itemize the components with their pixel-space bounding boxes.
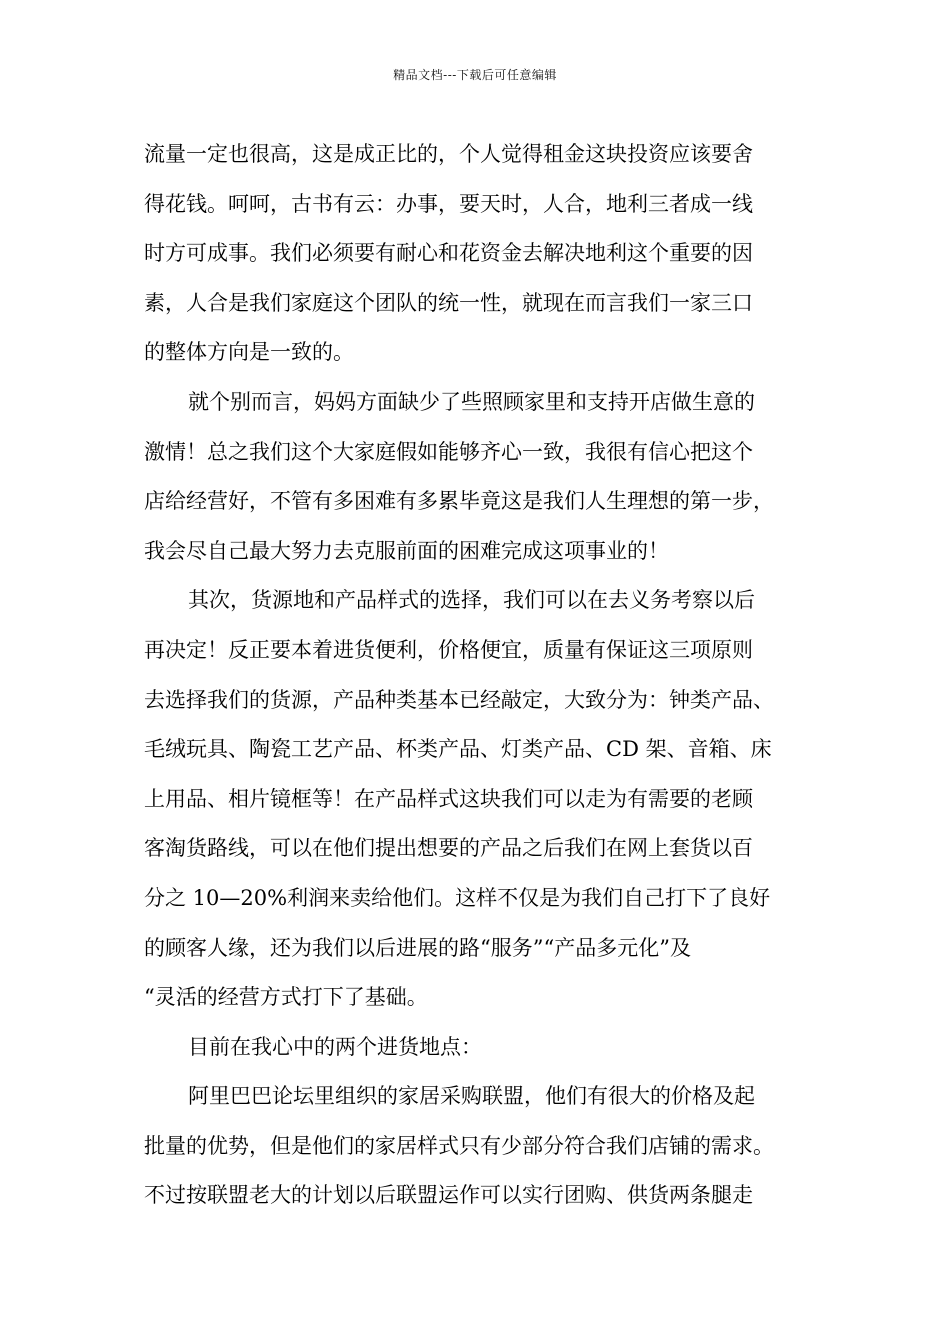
paragraph-first-line: 就个别而言，妈妈方面缺少了些照顾家里和支持开店做生意的 bbox=[188, 389, 755, 414]
body-line: 不过按联盟老大的计划以后联盟运作可以实行团购、供货两条腿走 bbox=[144, 1183, 753, 1208]
body-line: 店给经营好，不管有多困难有多累毕竟这是我们人生理想的第一步， bbox=[144, 489, 774, 514]
paragraph-first-line: 目前在我心中的两个进货地点： bbox=[188, 1034, 482, 1059]
body-line: 客淘货路线，可以在他们提出想要的产品之后我们在网上套货以百 bbox=[144, 836, 753, 861]
paragraph-first-line: 阿里巴巴论坛里组织的家居采购联盟，他们有很大的价格及起 bbox=[188, 1084, 755, 1109]
body-line: 激情！总之我们这个大家庭假如能够齐心一致，我很有信心把这个 bbox=[144, 439, 753, 464]
body-line: “灵活的经营方式打下了基础。 bbox=[144, 985, 428, 1010]
body-line: 的整体方向是一致的。 bbox=[144, 340, 354, 365]
body-line: 分之 10—20%利润来卖给他们。这样不仅是为我们自己打下了良好 bbox=[144, 885, 771, 910]
paragraph-first-line: 其次，货源地和产品样式的选择，我们可以在去义务考察以后 bbox=[188, 588, 755, 613]
page-header: 精品文档---下载后可任意编辑 bbox=[393, 68, 557, 82]
body-line: 得花钱。呵呵，古书有云：办事，要天时，人合，地利三者成一线 bbox=[144, 191, 753, 216]
body-line: 素，人合是我们家庭这个团队的统一性，就现在而言我们一家三口 bbox=[144, 290, 753, 315]
body-line: 我会尽自己最大努力去克服前面的困难完成这项事业的！ bbox=[144, 538, 669, 563]
body-line: 再决定！反正要本着进货便利，价格便宜，质量有保证这三项原则 bbox=[144, 637, 753, 662]
body-line: 上用品、相片镜框等！在产品样式这块我们可以走为有需要的老顾 bbox=[144, 786, 753, 811]
body-line: 的顾客人缘，还为我们以后进展的路“服务”“产品多元化”及 bbox=[144, 935, 691, 960]
body-line: 批量的优势，但是他们的家居样式只有少部分符合我们店铺的需求。 bbox=[144, 1133, 774, 1158]
body-line: 毛绒玩具、陶瓷工艺产品、杯类产品、灯类产品、CD 架、音箱、床 bbox=[144, 737, 772, 762]
body-line: 去选择我们的货源，产品种类基本已经敲定，大致分为：钟类产品、 bbox=[144, 687, 774, 712]
body-line: 时方可成事。我们必须要有耐心和花资金去解决地利这个重要的因 bbox=[144, 241, 753, 266]
document-body bbox=[144, 130, 824, 1221]
body-line: 流量一定也很高，这是成正比的，个人觉得租金这块投资应该要舍 bbox=[144, 142, 753, 166]
